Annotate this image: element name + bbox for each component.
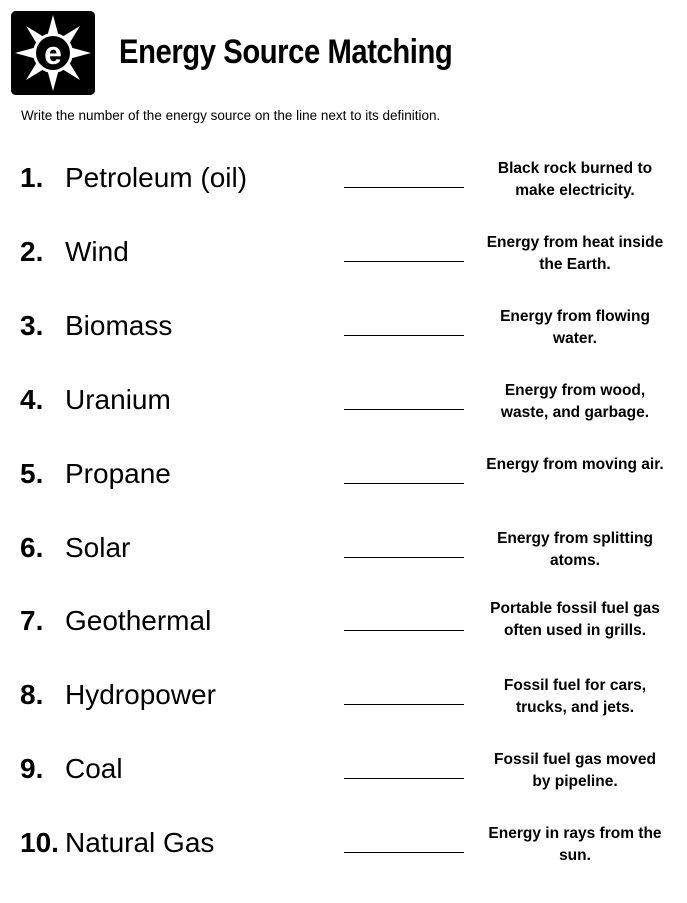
- matching-row: [0, 530, 687, 608]
- matching-row: [0, 600, 687, 681]
- energy-source-name: Solar: [65, 532, 131, 563]
- logo-letter: e: [44, 35, 62, 71]
- energy-source-name: Natural Gas: [65, 827, 215, 858]
- row-number: 3.: [20, 310, 44, 341]
- energy-source-name: Propane: [65, 458, 171, 489]
- definition-text: Portable fossil fuel gas often used in grills.: [490, 600, 660, 639]
- energy-source-name: Wind: [65, 236, 129, 267]
- matching-row: [0, 751, 687, 829]
- energy-source-name: Hydropower: [65, 679, 216, 710]
- definition-text: Fossil fuel for cars, trucks, and jets.: [503, 677, 647, 716]
- row-number: 4.: [20, 384, 44, 415]
- definition-text: Energy from wood, waste, and garbage.: [500, 382, 650, 421]
- row-number: 8.: [20, 679, 44, 710]
- answer-line[interactable]: [344, 778, 464, 779]
- energy-source-name: Petroleum (oil): [65, 162, 248, 193]
- instructions-text: Write the number of the energy source on the line next to its definition.: [21, 108, 441, 123]
- answer-line[interactable]: [344, 483, 464, 484]
- matching-row: [0, 825, 687, 903]
- answer-line[interactable]: [344, 409, 464, 410]
- energy-source-name: Geothermal: [65, 605, 212, 636]
- energy-logo: [11, 11, 95, 95]
- answer-line[interactable]: [344, 187, 464, 188]
- definition-text: Energy from flowing water.: [500, 308, 650, 347]
- energy-source-name: Uranium: [65, 384, 171, 415]
- definition-text: Fossil fuel gas moved by pipeline.: [494, 751, 656, 790]
- definition-text: Energy from splitting atoms.: [497, 530, 653, 569]
- answer-line[interactable]: [344, 261, 464, 262]
- definition-text: Energy from moving air.: [486, 456, 664, 473]
- answer-line[interactable]: [344, 630, 464, 631]
- row-number: 7.: [20, 605, 44, 636]
- energy-source-name: Biomass: [65, 310, 173, 341]
- matching-row: [0, 456, 687, 534]
- answer-line[interactable]: [344, 704, 464, 705]
- definition-text: Black rock burned to make electricity.: [497, 160, 653, 199]
- answer-line[interactable]: [344, 335, 464, 336]
- matching-row: [0, 677, 687, 755]
- row-number: 5.: [20, 458, 44, 489]
- matching-row: [0, 382, 687, 460]
- answer-line[interactable]: [344, 557, 464, 558]
- row-number: 6.: [20, 532, 44, 563]
- definition-text: Energy from heat inside the Earth.: [486, 234, 664, 273]
- energy-source-name: Coal: [65, 753, 123, 784]
- matching-row: [0, 308, 687, 386]
- page-title: Energy Source Matching: [119, 33, 453, 71]
- sun-icon: [11, 11, 95, 95]
- row-number: 9.: [20, 753, 44, 784]
- matching-row: [0, 160, 687, 238]
- row-number: 2.: [20, 236, 44, 267]
- row-number: 1.: [20, 162, 44, 193]
- definition-text: Energy in rays from the sun.: [488, 825, 662, 864]
- row-number: 10.: [20, 827, 59, 858]
- matching-row: [0, 234, 687, 312]
- answer-line[interactable]: [344, 852, 464, 853]
